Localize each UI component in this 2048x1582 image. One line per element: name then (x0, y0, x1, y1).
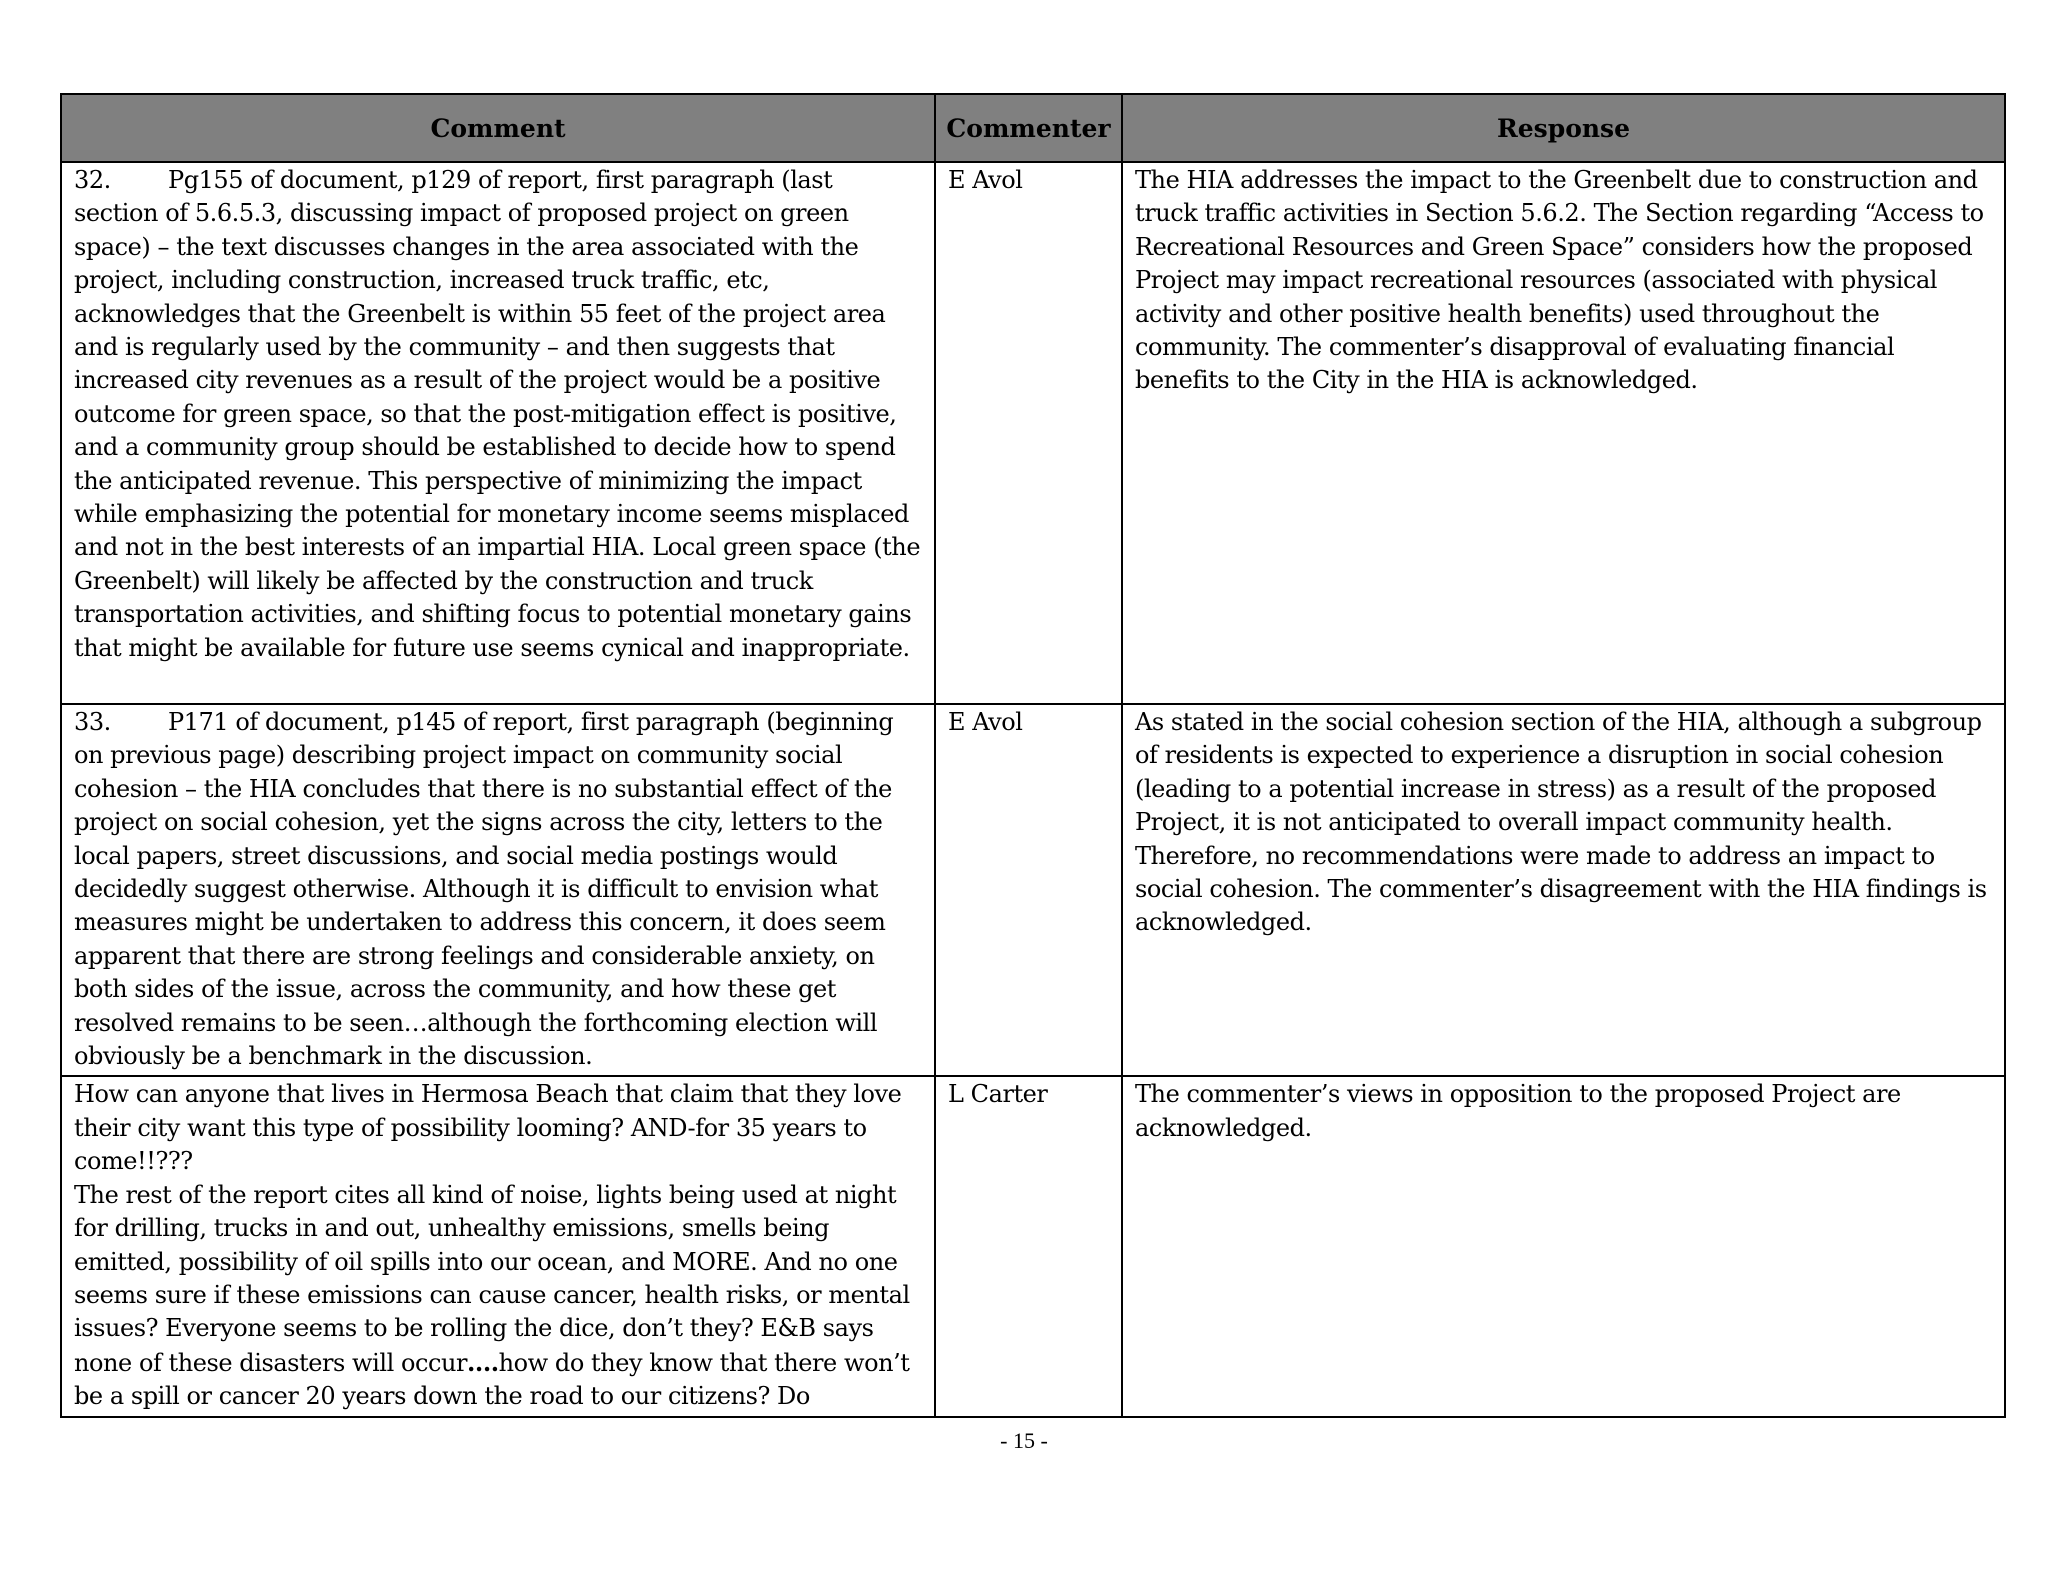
comment-text: The rest of the report cites all kind of noise, lights being used at night for drilling, trucks in and out, unhealthy emissions, smells being emitted, possibility of oil spills into our ocean, and MORE. And no one seems sure if these emissions can cause cancer, health risks, or mental issues? Everyone seems to be rolling the dice, don’t they? E&B says none of these disasters will occur (74, 1180, 910, 1377)
comment-text: how do they know that there won’t be a spill or cancer 20 years down the road to our citizens? Do (74, 1348, 910, 1411)
commenter-cell: E Avol (935, 704, 1122, 1076)
table-row (61, 162, 2005, 704)
table-row (61, 704, 2005, 1076)
comment-text: P171 of document, p145 of report, first paragraph (beginning on previous page) describing project impact on community social cohesion – the HIA concludes that there is no substantial effect of the project on social cohesion, yet the signs across the city, letters to the local papers, street discussions, and social media postings would decidedly suggest otherwise. Although it is difficult to envision what measures might be undertaken to address this concern, it does seem apparent that there are strong feelings and considerable anxiety, on both sides of the issue, across the community, and how these get resolved remains to be seen…although the forthcoming election will obviously be a benchmark in the discussion. (74, 708, 894, 1071)
comment-paragraph (74, 1179, 922, 1414)
page-number: - 15 - (1000, 1428, 1048, 1453)
comments-table (60, 93, 2006, 1418)
header-comment: Comment (61, 94, 935, 162)
response-cell: The HIA addresses the impact to the Greenbelt due to construction and truck traffic activities in Section 5.6.2. The Section regarding “Access to Recreational Resources and Green Space” considers how the proposed Project may impact recreational resources (associated with physical activity and other positive health benefits) used throughout the community. The commenter’s disapproval of evaluating financial benefits to the City in the HIA is acknowledged. (1122, 162, 2005, 704)
header-commenter: Commenter (935, 94, 1122, 162)
table-header-row (61, 94, 2005, 162)
comment-ellipsis: .... (467, 1347, 499, 1377)
commenter-cell: L Carter (935, 1076, 1122, 1416)
commenter-cell: E Avol (935, 162, 1122, 704)
comment-number: 33. (74, 708, 111, 736)
response-cell: As stated in the social cohesion section of the HIA, although a subgroup of residents is expected to experience a disruption in social cohesion (leading to a potential increase in stress) as a result of the proposed Project, it is not anticipated to overall impact community health. Therefore, no recommendations were made to address an impact to social cohesion. The commenter’s disagreement with the HIA findings is acknowledged. (1122, 704, 2005, 1076)
comment-cell (61, 162, 935, 704)
comment-cell (61, 1076, 935, 1416)
comment-text: Pg155 of document, p129 of report, first paragraph (last section of 5.6.5.3, discussing impact of proposed project on green space) – the text discusses changes in the area associated with the project, including construction, increased truck traffic, etc, acknowledges that the Greenbelt is within 55 feet of the project area and is regularly used by the community – and then suggests that increased city revenues as a result of the project would be a positive outcome for green space, so that the post-mitigation effect is positive, and a community group should be established to decide how to spend the anticipated revenue. This perspective of minimizing the impact while emphasizing the potential for monetary income seems misplaced and not in the best interests of an impartial HIA. Local green space (the Greenbelt) will likely be affected by the construction and truck transportation activities, and shifting focus to potential monetary gains that might be available for future use seems cynical and inappropriate. (74, 166, 921, 662)
document-page (60, 93, 2004, 1418)
comment-paragraph: How can anyone that lives in Hermosa Beach that claim that they love their city want this type of possibility looming? AND-for 35 years to come!!??? (74, 1080, 902, 1176)
table-row (61, 1076, 2005, 1416)
header-response: Response (1122, 94, 2005, 162)
comment-number: 32. (74, 166, 111, 194)
response-cell: The commenter’s views in opposition to the proposed Project are acknowledged. (1122, 1076, 2005, 1416)
comment-cell (61, 704, 935, 1076)
